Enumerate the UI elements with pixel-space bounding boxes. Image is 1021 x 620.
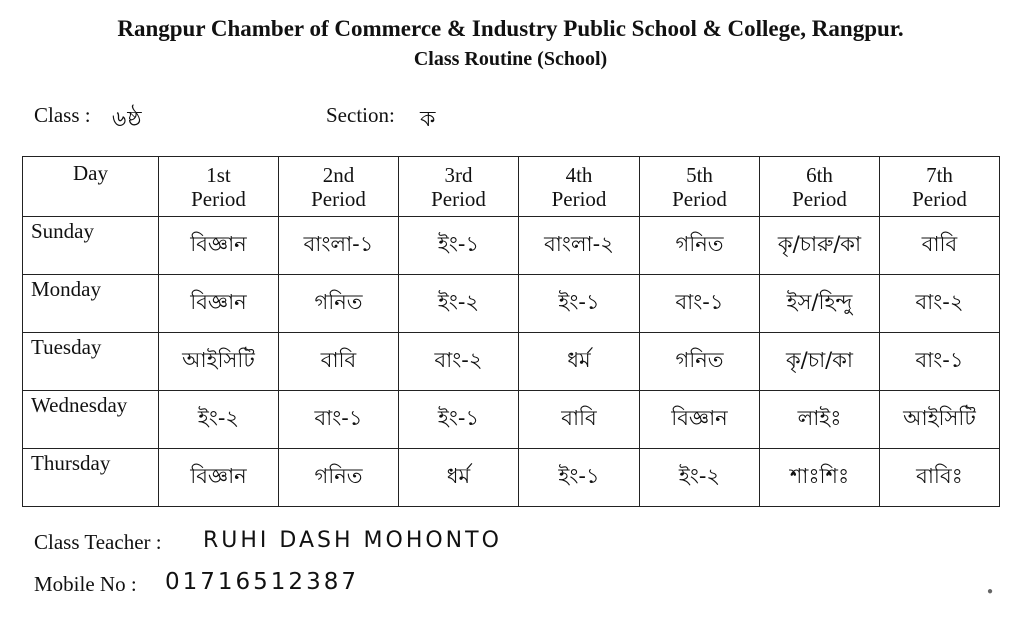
subject-cell: গনিত — [279, 449, 399, 507]
subject-cell: বাং-১ — [880, 333, 1000, 391]
subject-cell: বিজ্ঞান — [159, 275, 279, 333]
col-header-period-2: 2nd Period — [279, 157, 399, 217]
mobile-label: Mobile No : — [34, 572, 137, 596]
col-header-period-4: 4th Period — [519, 157, 640, 217]
scan-speck: ● — [986, 586, 993, 597]
subject-cell: ইং-২ — [159, 391, 279, 449]
subject-cell: বাং-২ — [399, 333, 519, 391]
subject-cell: ইস/হিন্দু — [760, 275, 880, 333]
subject-cell: ইং-১ — [399, 391, 519, 449]
col-header-period-5: 5th Period — [640, 157, 760, 217]
subject-cell: বাবিঃ — [880, 449, 1000, 507]
page-subtitle: Class Routine (School) — [413, 48, 608, 70]
col-header-day: Day — [23, 157, 159, 217]
subject-cell: বাং-২ — [880, 275, 1000, 333]
routine-table — [22, 156, 1000, 507]
subject-cell: ইং-১ — [519, 449, 640, 507]
teacher-label: Class Teacher : — [34, 530, 162, 554]
subject-cell: ধর্ম — [519, 333, 640, 391]
table-row — [23, 333, 1000, 391]
subject-cell: শাঃশিঃ — [760, 449, 880, 507]
subject-cell: আইসিটি — [159, 333, 279, 391]
subject-cell: বাংলা-২ — [519, 217, 640, 275]
subject-cell: বাং-১ — [279, 391, 399, 449]
subject-cell: লাইঃ — [760, 391, 880, 449]
subject-cell: বাবি — [279, 333, 399, 391]
day-cell: Thursday — [23, 449, 159, 507]
table-row — [23, 275, 1000, 333]
section-label: Section: — [326, 103, 395, 127]
subject-cell: ইং-১ — [519, 275, 640, 333]
subject-cell: ধর্ম — [399, 449, 519, 507]
subject-cell: ইং-২ — [640, 449, 760, 507]
page-title: Rangpur Chamber of Commerce & Industry Public School & College, Rangpur. — [117, 16, 904, 41]
subject-cell: বাং-১ — [640, 275, 760, 333]
teacher-name: RUHI DASH MOHONTO — [203, 528, 502, 553]
subject-cell: ইং-২ — [399, 275, 519, 333]
subject-cell: ইং-১ — [399, 217, 519, 275]
day-cell: Sunday — [23, 217, 159, 275]
subject-cell: বাবি — [880, 217, 1000, 275]
section-value: ক — [420, 107, 437, 132]
day-cell: Monday — [23, 275, 159, 333]
table-row — [23, 449, 1000, 507]
day-cell: Wednesday — [23, 391, 159, 449]
subject-cell: কৃ/চা/কা — [760, 333, 880, 391]
class-label: Class : — [34, 103, 91, 127]
subject-cell: গনিত — [279, 275, 399, 333]
class-value: ৬ষ্ঠ — [112, 107, 143, 132]
subject-cell: বাবি — [519, 391, 640, 449]
col-header-period-1: 1st Period — [159, 157, 279, 217]
subject-cell: বাংলা-১ — [279, 217, 399, 275]
table-row — [23, 391, 1000, 449]
subject-cell: গনিত — [640, 333, 760, 391]
subject-cell: গনিত — [640, 217, 760, 275]
subject-cell: বিজ্ঞান — [159, 449, 279, 507]
subject-cell: কৃ/চারু/কা — [760, 217, 880, 275]
col-header-period-3: 3rd Period — [399, 157, 519, 217]
subject-cell: বিজ্ঞান — [159, 217, 279, 275]
subject-cell: বিজ্ঞান — [640, 391, 760, 449]
day-cell: Tuesday — [23, 333, 159, 391]
subject-cell: আইসিটি — [880, 391, 1000, 449]
mobile-number: 01716512387 — [165, 569, 359, 595]
col-header-period-6: 6th Period — [760, 157, 880, 217]
header-row — [23, 157, 1000, 217]
col-header-period-7: 7th Period — [880, 157, 1000, 217]
table-row — [23, 217, 1000, 275]
